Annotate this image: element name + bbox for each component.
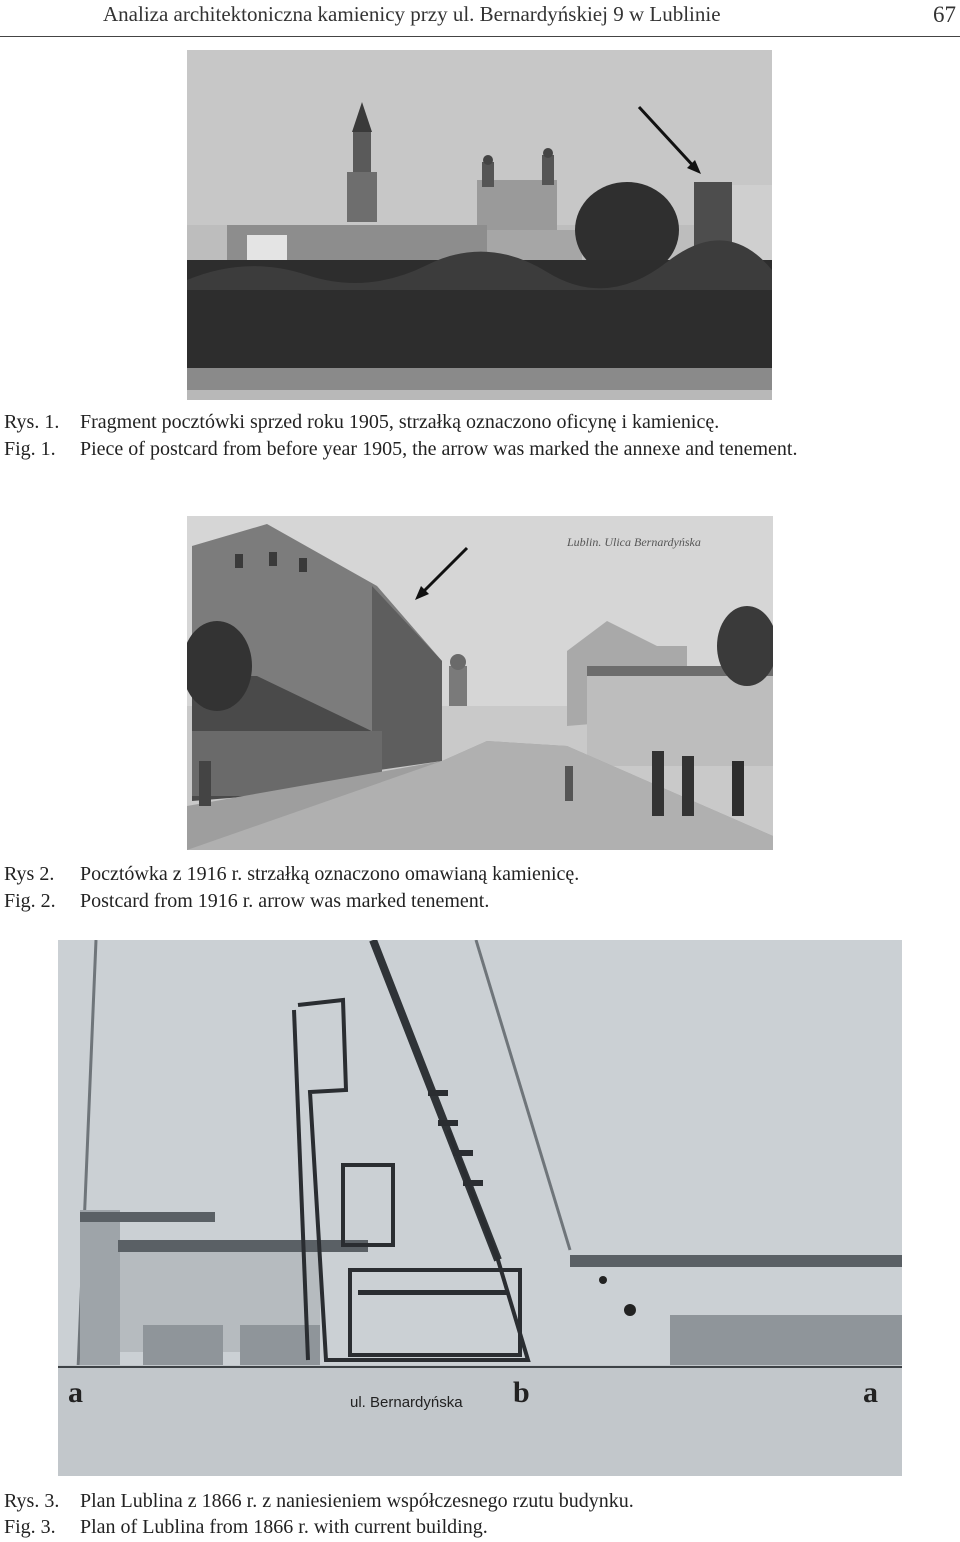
caption-text: Pocztówka z 1916 r. strzałką oznaczono omawianą kamienicę. (80, 863, 580, 885)
caption-text: Postcard from 1916 r. arrow was marked tenement. (80, 890, 490, 912)
running-title: Analiza architektoniczna kamienicy przy ul. Bernardyńskiej 9 w Lublinie (103, 2, 721, 26)
caption-label: Fig. 3. (4, 1516, 56, 1538)
figure-3-caption-en (4, 1514, 960, 1540)
svg-text:a: a (68, 1376, 83, 1409)
postcard-1916-image (187, 516, 773, 850)
figure-3-caption-pl (4, 1488, 960, 1514)
page-number: 67 (933, 2, 956, 27)
figure-2-caption-en (4, 888, 960, 914)
caption-text: Piece of postcard from before year 1905, the arrow was marked the annexe and tenement. (80, 438, 798, 460)
caption-text: Plan of Lublina from 1866 r. with current building. (80, 1516, 488, 1538)
map-street-label: ul. Bernardyńska (350, 1394, 463, 1411)
figure-3-plan-map (58, 940, 902, 1476)
figure-2-caption-pl (4, 861, 960, 887)
svg-text:b: b (513, 1376, 530, 1409)
plan-1866-image (58, 940, 902, 1476)
caption-label: Rys. 3. (4, 1490, 60, 1512)
caption-text: Fragment pocztówki sprzed roku 1905, strzałką oznaczono oficynę i kamienicę. (80, 411, 720, 433)
caption-label: Rys 2. (4, 863, 55, 885)
caption-label: Fig. 2. (4, 890, 56, 912)
figure-2-postcard-photo (187, 516, 773, 850)
caption-label: Rys. 1. (4, 411, 60, 433)
figure-1-caption-en (4, 436, 960, 488)
postcard-1905-image (187, 50, 772, 400)
postcard-inscription: Lublin. Ulica Bernardyńska (567, 535, 701, 549)
svg-text:a: a (863, 1376, 878, 1409)
running-header (0, 0, 960, 37)
figure-1-postcard-photo (187, 50, 772, 400)
caption-label: Fig. 1. (4, 438, 56, 460)
figure-1-caption-pl (4, 409, 960, 435)
caption-text: Plan Lublina z 1866 r. z naniesieniem współczesnego rzutu budynku. (80, 1490, 634, 1512)
